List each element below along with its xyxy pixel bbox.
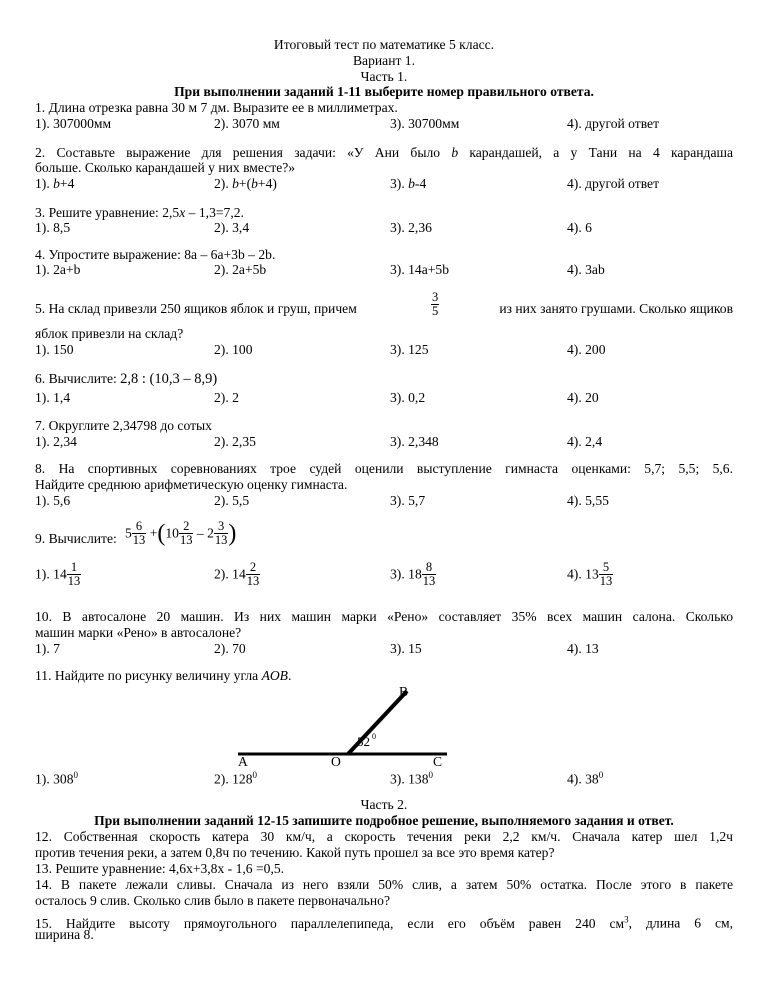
q2-text-line1: 2. Составьте выражение для решения задачи: «У Ани было b карандашей, а у Тани на 4 карандаша <box>35 145 733 160</box>
answer-option: 4). 20 <box>567 390 599 405</box>
answer-option: 2). 14 $\frac{2}{13}$ <box>214 560 260 588</box>
q2-text-line2: больше. Сколько карандашей у них вместе?» <box>35 160 296 175</box>
label-c: C <box>433 754 443 769</box>
answer-option: 4). 13 <box>567 641 599 656</box>
math-expression: 5 $\frac{6}{13}$ +(10 $\frac{2}{13}$ – 2 $\frac{3}{13}$ ) <box>125 519 237 547</box>
answer-option: 3). 14a+5b <box>390 262 450 277</box>
answer-option: 2). $128^0$ <box>214 770 258 787</box>
answer-option: 4). 3ab <box>567 262 605 277</box>
answer-option: 4). 5,55 <box>567 493 609 508</box>
q6-text: 6. Вычислите: 2,8 : (10,3 – 8,9) <box>35 371 218 387</box>
answer-option: 1). 1,4 <box>35 390 71 405</box>
answer-option: 1). $308^0$ <box>35 770 79 787</box>
variant-label: Вариант 1. <box>352 53 415 68</box>
fraction: $\frac{2}{13}$ <box>179 519 193 547</box>
answer-option: 3). 18 $\frac{8}{13}$ <box>390 560 436 588</box>
part1-instruction: При выполнении заданий 1-11 выберите номер правильного ответа. <box>174 84 594 99</box>
answer-option: 4). $38^0$ <box>567 770 604 787</box>
q12-text-line2: против течения реки, а затем 0,8ч по течению. Какой путь прошел за все это время катер? <box>35 845 555 860</box>
angle-value: 52 <box>357 734 370 749</box>
q5-text-line2: яблок привезли на склад? <box>35 326 184 341</box>
answer-option: 4). 6 <box>567 220 592 235</box>
answer-option: 3). $138^0$ <box>390 770 434 787</box>
part1-title: Часть 1. <box>360 69 408 84</box>
answer-option: 1). 14 $\frac{1}{13}$ <box>35 560 81 588</box>
fraction: $\frac{6}{13}$ <box>132 519 146 547</box>
answer-option: 1). 2,34 <box>35 434 77 449</box>
q8-text-line1: 8. На спортивных соревнованиях трое судей оценили выступление гимнаста оценками: 5,7; 5,5; 5,6. <box>35 461 733 476</box>
answer-option: 3). 30700мм <box>390 116 460 131</box>
q11-text: 11. Найдите по рисунку величину угла AOB. <box>35 668 292 683</box>
answer-option: 3). 15 <box>390 641 422 656</box>
fraction: $\frac{3}{5}$ <box>432 290 439 318</box>
q10-text-line1: 10. В автосалоне 20 машин. Из них машин марки «Рено» составляет 35% всех машин салона. Сколько <box>35 609 733 624</box>
doc-title: Итоговый тест по математике 5 класс. <box>273 37 495 52</box>
answer-option: 3). 5,7 <box>390 493 426 508</box>
q14-text-line2: осталось 9 слив. Сколько слив было в пакете первоначально? <box>35 893 390 908</box>
answer-option: 2). 2a+5b <box>214 262 267 277</box>
answer-option: 2). 70 <box>214 641 246 656</box>
answer-option: 1). 5,6 <box>35 493 71 508</box>
q9-text: 9. Вычислите: 5 $\frac{6}{13}$ +(10 $\frac{2}{13}$ – 2 $\frac{3}{13}$ ) <box>35 519 237 547</box>
answer-option: 3). 2,348 <box>390 434 439 449</box>
answer-option: 3). 0,2 <box>390 390 426 405</box>
answer-option: 2). 2 <box>214 390 239 405</box>
degree-sign: 0 <box>372 732 376 741</box>
q10-text-line2: машин марки «Рено» в автосалоне? <box>35 625 242 640</box>
answer-option: 2). 3,4 <box>214 220 250 235</box>
part2-title: Часть 2. <box>360 797 408 812</box>
q8-text-line2: Найдите среднюю арифметическую оценку гимнаста. <box>35 477 348 492</box>
q15-text-line1: 15. Найдите высоту прямоугольного параллелепипеда, если его объём равен 240 $см^3$, длина 6 см, <box>35 914 733 931</box>
angle-figure <box>235 682 475 774</box>
answer-option: 2). 5,5 <box>214 493 250 508</box>
q14-text-line1: 14. В пакете лежали сливы. Сначала из него взяли 50% слив, а затем 50% остатка. После этого в пакете <box>35 877 733 892</box>
answer-option: 3). 125 <box>390 342 429 357</box>
q12-text-line1: 12. Собственная скорость катера 30 км/ч, а скорость течения реки 2,2 км/ч. Сначала катер шел 1,2ч <box>35 829 733 844</box>
answer-option: 3). 2,36 <box>390 220 432 235</box>
q3-text: 3. Решите уравнение: 2,5x – 1,3=7,2. <box>35 205 244 220</box>
q4-text: 4. Упростите выражение: 8a – 6a+3b – 2b. <box>35 247 276 262</box>
label-a: A <box>238 754 248 769</box>
answer-option: 4). 200 <box>567 342 606 357</box>
answer-option: 3). b-4 <box>390 176 427 191</box>
q7-text: 7. Округлите 2,34798 до сотых <box>35 418 212 433</box>
answer-option: 4). другой ответ <box>567 116 660 131</box>
answer-option: 4). другой ответ <box>567 176 660 191</box>
answer-option: 4). 13 $\frac{5}{13}$ <box>567 560 613 588</box>
answer-option: 2). 2,35 <box>214 434 256 449</box>
answer-option: 1). 307000мм <box>35 116 112 131</box>
answer-option: 1). 8,5 <box>35 220 71 235</box>
q1-text: 1. Длина отрезка равна 30 м 7 дм. Выразите ее в миллиметрах. <box>35 100 398 115</box>
q5-text-line1: 5. На склад привезли 250 ящиков яблок и груш, причем $\frac{3}{5}$ из них занято грушами. Сколько ящиков <box>35 290 733 318</box>
q9-answers <box>35 561 733 595</box>
part2-instruction: При выполнении заданий 12-15 запишите подробное решение, выполняемого задания и ответ. <box>94 813 674 828</box>
answer-option: 2). 3070 мм <box>214 116 280 131</box>
answer-option: 1). 2a+b <box>35 262 81 277</box>
answer-option: 2). 100 <box>214 342 253 357</box>
answer-option: 1). 150 <box>35 342 74 357</box>
answer-option: 1). b+4 <box>35 176 75 191</box>
answer-option: 1). 7 <box>35 641 60 656</box>
answer-option: 4). 2,4 <box>567 434 603 449</box>
math-expression: 2,8 : (10,3 – 8,9) <box>120 371 218 387</box>
label-b: B <box>399 684 409 699</box>
label-o: O <box>331 754 341 769</box>
fraction: $\frac{3}{13}$ <box>214 519 228 547</box>
answer-option: 2). b+(b+4) <box>214 176 277 191</box>
q13-text: 13. Решите уравнение: 4,6x+3,8x - 1,6 =0,5. <box>35 861 285 876</box>
q15-text-line2: ширина 8. <box>35 927 94 942</box>
